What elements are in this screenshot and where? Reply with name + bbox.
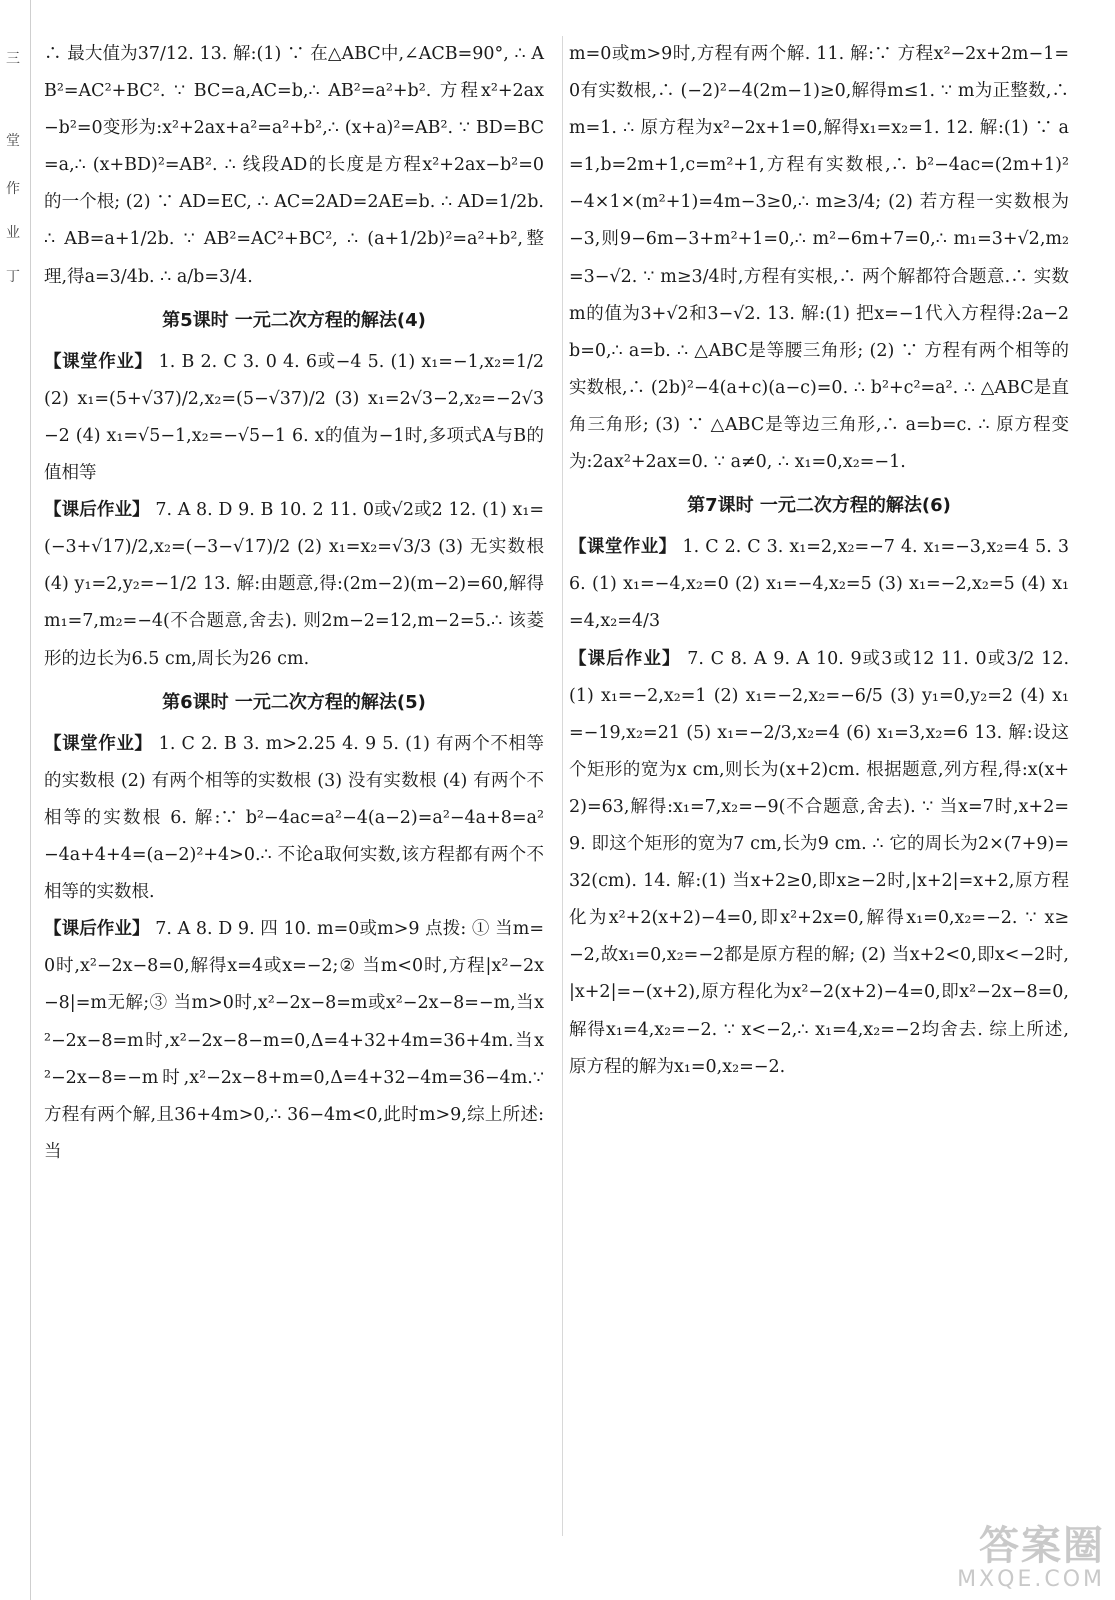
binding-gutter: [0, 0, 31, 1600]
answer-text: 1. C 2. B 3. m>2.25 4. 9 5. (1) 有两个不相等的实数根 (2) 有两个相等的实数根 (3) 没有实数根 (4) 有两个不相等的实数根 6. 解:∵ b²−4ac=a²−4(a−2)=a²−4a+8=a²−4a+4+4=(a−2)²+4>0.∴ 不论a取何实数,该方程都有两个不相等的实数根.: [44, 733, 544, 903]
answer-paragraph: [44, 492, 544, 677]
homework-tag: 【课后作业】: [569, 648, 681, 669]
homework-tag: 【课后作业】: [44, 500, 150, 521]
answer-paragraph: [569, 529, 1069, 640]
answer-paragraph: [44, 726, 544, 911]
section-heading: 第6课时 一元二次方程的解法(5): [162, 691, 426, 713]
watermark-url: MXQE.COM: [957, 1566, 1105, 1592]
section-heading: 第7课时 一元二次方程的解法(6): [687, 495, 951, 517]
homework-tag: 【课堂作业】: [44, 733, 153, 754]
watermark-title: 答案圈: [979, 1522, 1105, 1569]
gutter-char: 作: [6, 181, 20, 197]
answer-paragraph: [44, 911, 544, 1171]
homework-tag: 【课堂作业】: [44, 351, 153, 372]
gutter-char: 三: [6, 51, 20, 67]
gutter-char: 堂: [6, 133, 20, 149]
answer-text: 1. C 2. C 3. x₁=2,x₂=−7 4. x₁=−3,x₂=4 5. 3 6. (1) x₁=−4,x₂=0 (2) x₁=−4,x₂=5 (3) x₁=−2,x₂=5 (4) x₁=4,x₂=4/3: [569, 537, 1069, 632]
answer-text: 1. B 2. C 3. 0 4. 6或−4 5. (1) x₁=−1,x₂=1/2 (2) x₁=(5+√37)/2,x₂=(5−√37)/2 (3) x₁=2√3−2,x₂=−2√3−2 (4) x₁=√5−1,x₂=−√5−1 6. x的值为−1时,多项式A与B的值相等: [44, 351, 545, 484]
homework-tag: 【课堂作业】: [569, 537, 677, 558]
answer-paragraph: [44, 344, 544, 492]
answer-text: 7. A 8. D 9. 四 10. m=0或m>9 点拨: ① 当m=0时,x²−2x−8=0,解得x=4或x=−2;② 当m<0时,方程|x²−2x−8|=m无解;③ 当m>0时,x²−2x−8=m或x²−2x−8=−m,当x²−2x−8=m时,x²−2x−8−m=0,Δ=4+32+4m=36+4m.当x²−2x−8=−m时,x²−2x−8+m=0,Δ=4+32−4m=36−4m.∵ 方程有两个解,且36+4m>0,∴ 36−4m<0,此时m>9,综上所述:当: [44, 919, 545, 1162]
answer-paragraph: [44, 36, 544, 296]
answer-text: ∴ 最大值为37/12. 13. 解:(1) ∵ 在△ABC中,∠ACB=90°, ∴ AB²=AC²+BC². ∵ BC=a,AC=b,∴ AB²=a²+b². 方程x²+2ax−b²=0变形为:x²+2ax+a²=a²+b²,∴ (x+a)²=AB². ∵ BD=BC=a,∴ (x+BD)²=AB². ∴ 线段AD的长度是方程x²+2ax−b²=0的一个根; (2) ∵ AD=EC, ∴ AC=2AD=2AE=b. ∴ AD=1/2b. ∴ AB=a+1/2b. ∵ AB²=AC²+BC², ∴ (a+1/2b)²=a²+b²,整理,得a=3/4b. ∴ a/b=3/4.: [44, 44, 544, 287]
answer-text: 7. C 8. A 9. A 10. 9或3或12 11. 0或3/2 12. (1) x₁=−2,x₂=1 (2) x₁=−2,x₂=−6/5 (3) y₁=0,y₂=2 (4) x₁=−19,x₂=21 (5) x₁=−2/3,x₂=4 (6) x₁=3,x₂=6 13. 解:设这个矩形的宽为x cm,则长为(x+2)cm. 根据题意,列方程,得:x(x+2)=63,解得:x₁=7,x₂=−9(不合题意,舍去). ∵ 当x=7时,x+2=9. 即这个矩形的宽为7 cm,长为9 cm. ∴ 它的周长为2×(7+9)=32(cm). 14. 解:(1) 当x+2≥0,即x≥−2时,|x+2|=x+2,原方程化为x²+2(x+2)−4=0,即x²+2x=0,解得x₁=0,x₂=−2. ∵ x≥−2,故x₁=0,x₂=−2都是原方程的解; (2) 当x+2<0,即x<−2时,|x+2|=−(x+2),原方程化为x²−2(x+2)−4=0,即x²−2x−8=0,解得x₁=4,x₂=−2. ∵ x<−2,∴ x₁=4,x₂=−2均舍去. 综上所述,原方程的解为x₁=0,x₂=−2.: [569, 648, 1070, 1077]
section-heading: 第5课时 一元二次方程的解法(4): [162, 309, 426, 331]
answer-text: 7. A 8. D 9. B 10. 2 11. 0或√2或2 12. (1) x₁=(−3+√17)/2,x₂=(−3−√17)/2 (2) x₁=x₂=√3/3 (3) 无实数根 (4) y₁=2,y₂=−1/2 13. 解:由题意,得:(2m−2)(m−2)=60,解得m₁=7,m₂=−4(不合题意,舍去). 则2m−2=12,m−2=5.∴ 该菱形的边长为6.5 cm,周长为26 cm.: [44, 500, 545, 669]
answer-text: m=0或m>9时,方程有两个解. 11. 解:∵ 方程x²−2x+2m−1=0有实数根,∴ (−2)²−4(2m−1)≥0,解得m≤1. ∵ m为正整数,∴ m=1. ∴ 原方程为x²−2x+1=0,解得x₁=x₂=1. 12. 解:(1) ∵ a=1,b=2m+1,c=m²+1,方程有实数根,∴ b²−4ac=(2m+1)²−4×1×(m²+1)=4m−3≥0,∴ m≥3/4; (2) 若方程一实数根为−3,则9−6m−3+m²+1=0,∴ m²−6m+7=0,∴ m₁=3+√2,m₂=3−√2. ∵ m≥3/4时,方程有实根,∴ 两个解都符合题意.∴ 实数m的值为3+√2和3−√2. 13. 解:(1) 把x=−1代入方程得:2a−2b=0,∴ a=b. ∴ △ABC是等腰三角形; (2) ∵ 方程有两个相等的实数根,∴ (2b)²−4(a+c)(a−c)=0. ∴ b²+c²=a². ∴ △ABC是直角三角形; (3) ∵ △ABC是等边三角形,∴ a=b=c. ∴ 原方程变为:2ax²+2ax=0. ∵ a≠0, ∴ x₁=0,x₂=−1.: [569, 44, 1069, 473]
homework-tag: 【课后作业】: [44, 919, 150, 940]
gutter-char: 丁: [6, 269, 20, 285]
left-column: [44, 36, 544, 1171]
watermark-logo: [957, 1524, 1105, 1592]
answer-paragraph: [569, 641, 1069, 1086]
gutter-char: 业: [6, 225, 20, 241]
answer-paragraph: [569, 36, 1069, 481]
right-column: [562, 36, 1069, 1536]
